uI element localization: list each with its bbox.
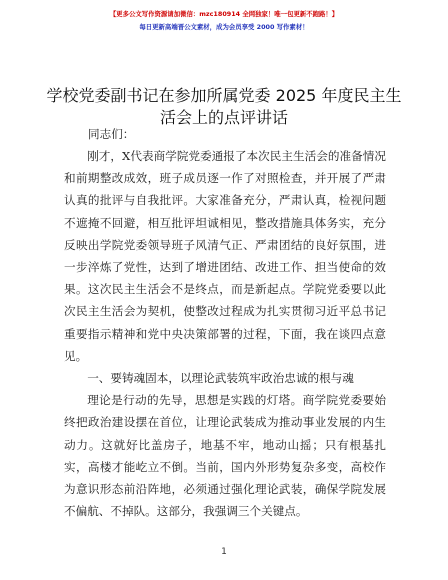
promo-banner-blue: 每日更新高端晋公文素材，成为会员享受 2000 写作素材！ xyxy=(139,23,309,31)
promo-banner-red: 【更多公文写作资源请加微信：mzc180914 全网独家！唯一包更新不跑路！】 xyxy=(109,10,339,18)
paragraph-1: 刚才，X代表商学院党委通报了本次民主生活会的准备情况和前期整改成效，班子成员逐一作了对照检查，并开展了严肃认真的批评与自我批评。大家准备充分，严肃认真，检视问题不遮掩不回避，相互批评坦诚相见，整改措施具体务实，充分反映出学院党委领导班子风清气正、严肃团结的良好氛围，进一步淬炼了党性，达到了增进团结、改进工作、担当使命的效果。这次民主生活会不是终点，而是新起点。学院党委要以此次民主生活会为契机，使整改过程成为扎实贯彻习近平总书记重要指示精神和党中央决策部署的过程，下面，我在谈四点意见。 xyxy=(64,149,386,363)
section-heading-1: 一、要铸魂固本，以理论武装筑牢政治忠诚的根与魂 xyxy=(87,371,354,386)
body-text xyxy=(64,145,386,522)
paragraph-2: 理论是行动的先导，思想是实践的灯塔。商学院党委要始终把政治建设摆在首位，让理论武装成为推动事业发展的内生动力。这就好比盖房子，地基不牢，地动山摇；只有根基扎实，高楼才能屹立不倒。当前，国内外形势复杂多变，高校作为意识形态前沿阵地，必须通过强化理论武装，确保学院发展不偏航、不掉队。这部分，我强调三个关键点。 xyxy=(64,393,386,519)
document-title: 学校党委副书记在参加所属党委 2025 年度民主生活会上的点评讲话 xyxy=(46,86,402,127)
greeting: 同志们： xyxy=(88,127,135,141)
page-number: 1 xyxy=(221,547,227,557)
